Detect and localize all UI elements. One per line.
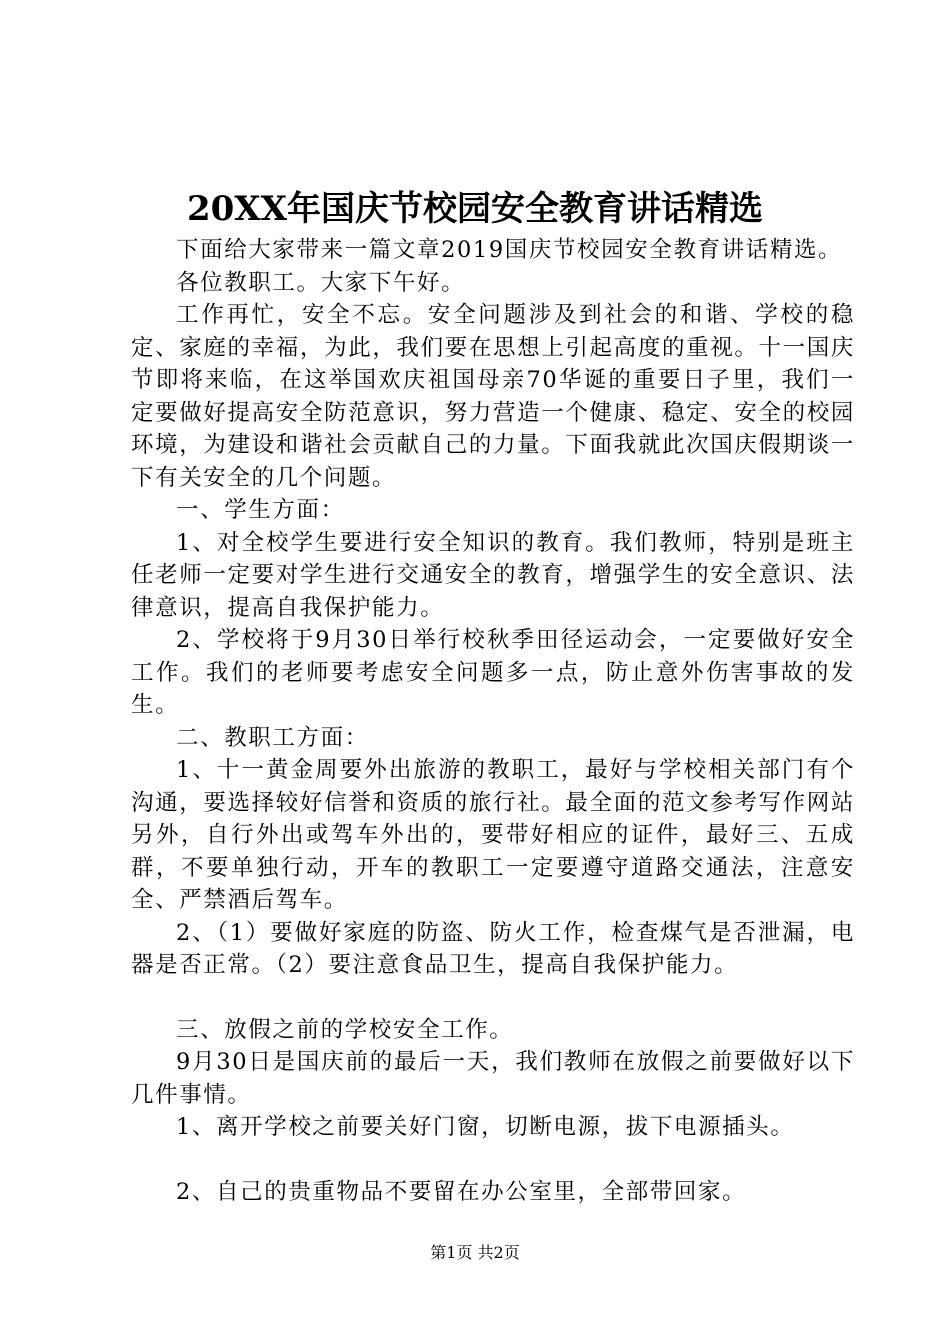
paragraph-before-holiday-2: 2、自己的贵重物品不要留在办公室里，全部带回家。	[176, 1178, 747, 1205]
document-body	[131, 234, 855, 1208]
paragraph-before-holiday-1: 1、离开学校之前要关好门窗，切断电源，拔下电源插头。	[176, 1114, 795, 1140]
paragraph-intro: 下面给大家带来一篇文章2019国庆节校园安全教育讲话精选。	[176, 237, 843, 263]
page-number-footer: 第1页 共2页	[430, 1243, 520, 1262]
paragraph-greeting: 各位教职工。大家下午好。	[176, 269, 466, 296]
paragraph-students-2: 2、学校将于9月30日举行校秋季田径运动会，一定要做好安全工作。我们的老师要考虑安全问题多一点，防止意外伤害事故的发生。	[131, 627, 855, 718]
document-title: 20XX年国庆节校园安全教育讲话精选	[186, 189, 764, 229]
paragraph-opening: 工作再忙，安全不忘。安全问题涉及到社会的和谐、学校的稳定、家庭的幸福，为此，我们要在思想上引起高度的重视。十一国庆节即将来临，在这举国欢庆祖国母亲70华诞的重要日子里，我们一定要做好提高安全防范意识，努力营造一个健康、稳定、安全的校园环境，为建设和谐社会贡献自己的力量。下面我就此次国庆假期谈一下有关安全的几个问题。	[131, 302, 855, 491]
paragraph-students-1: 1、对全校学生要进行安全知识的教育。我们教师，特别是班主任老师一定要对学生进行交通安全的教育，增强学生的安全意识、法律意识，提高自我保护能力。	[131, 529, 855, 621]
section-heading-staff: 二、教职工方面：	[176, 724, 369, 751]
section-heading-students: 一、学生方面：	[176, 497, 345, 523]
paragraph-staff-1: 1、十一黄金周要外出旅游的教职工，最好与学校相关部门有个沟通，要选择较好信誉和资质的旅行社。最全面的范文参考写作网站另外，自行外出或驾车外出的，要带好相应的证件，最好三、五成群，不要单独行动，开车的教职工一定要遵守道路交通法，注意安全、严禁酒后驾车。	[131, 757, 855, 913]
section-heading-before-holiday: 三、放假之前的学校安全工作。	[176, 1016, 514, 1043]
paragraph-before-holiday-intro: 9月30日是国庆前的最后一天，我们教师在放假之前要做好以下几件事情。	[131, 1049, 855, 1108]
paragraph-staff-2: 2、（1）要做好家庭的防盗、防火工作，检查煤气是否泄漏，电器是否正常。（2）要注意食品卫生，提高自我保护能力。	[131, 919, 855, 978]
